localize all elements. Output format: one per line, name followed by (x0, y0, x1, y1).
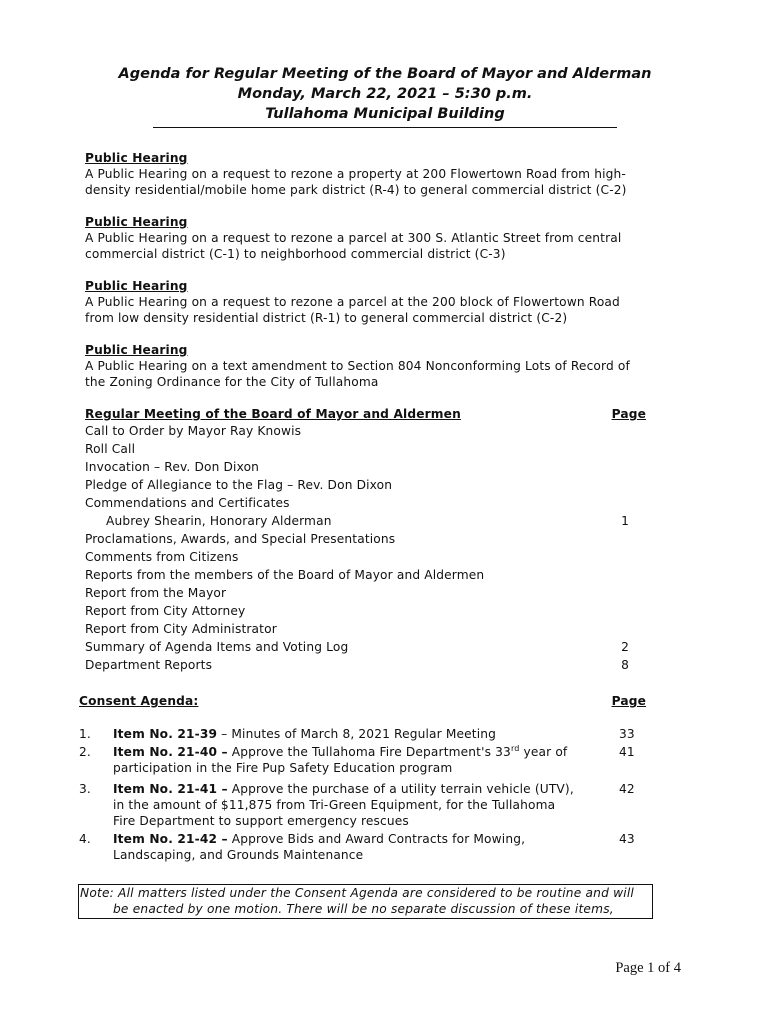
item-label: Report from City Administrator (85, 622, 277, 636)
public-hearing-4 (85, 342, 665, 390)
item-description: participation in the Fire Pup Safety Education program (113, 761, 453, 775)
list-item (85, 512, 645, 530)
list-item (85, 638, 645, 656)
consent-agenda-heading: Consent Agenda: (79, 694, 199, 708)
list-item (85, 458, 645, 476)
list-item (85, 566, 645, 584)
item-description: Landscaping, and Grounds Maintenance (113, 848, 364, 862)
section-heading: Public Hearing (85, 343, 188, 357)
item-label: Roll Call (85, 442, 136, 456)
regular-meeting-heading-row (85, 406, 665, 422)
title-line-3: Tullahoma Municipal Building (265, 106, 505, 122)
item-number: 3. (79, 782, 91, 796)
hearing-text: A Public Hearing on a request to rezone a parcel at 300 S. Atlantic Street from central (85, 231, 622, 245)
hearing-text: A Public Hearing on a request to rezone a property at 200 Flowertown Road from high- (85, 167, 626, 181)
item-page: 33 (619, 727, 635, 741)
item-label: Commendations and Certificates (85, 496, 290, 510)
item-text (113, 726, 591, 742)
list-item (85, 530, 645, 548)
title-line-1: Agenda for Regular Meeting of the Board of Mayor and Alderman (118, 66, 652, 82)
title-rule (153, 127, 617, 128)
list-item (85, 422, 645, 440)
section-heading: Regular Meeting of the Board of Mayor and Aldermen (85, 407, 461, 421)
item-id: Item No. 21-39 (113, 727, 218, 741)
title-line-2: Monday, March 22, 2021 – 5:30 p.m. (237, 86, 533, 102)
item-description: year of (523, 745, 568, 759)
note-line-2: be enacted by one motion. There will be no separate discussion of these items, (113, 902, 614, 916)
public-hearing-1 (85, 150, 665, 198)
list-item (85, 620, 645, 638)
item-description: Fire Department to support emergency rescues (113, 814, 409, 828)
item-description: Approve the purchase of a utility terrain vehicle (UTV), (231, 782, 574, 796)
item-description: Approve the Tullahoma Fire Department's 33 (231, 745, 511, 759)
item-number: 4. (79, 832, 91, 846)
list-item (85, 584, 645, 602)
item-text (113, 744, 591, 776)
list-item (85, 656, 645, 674)
item-page: 1 (621, 514, 629, 528)
ordinal-suffix: rd (510, 743, 520, 753)
item-label: Department Reports (85, 658, 213, 672)
hearing-text: from low density residential district (R-1) to general commercial district (C-2) (85, 311, 568, 325)
list-item (85, 440, 645, 458)
item-id: Item No. 21-42 – (113, 832, 228, 846)
hearing-text: the Zoning Ordinance for the City of Tullahoma (85, 375, 379, 389)
list-item (85, 602, 645, 620)
item-description: – Minutes of March 8, 2021 Regular Meeting (221, 727, 497, 741)
item-page: 2 (621, 640, 629, 654)
regular-meeting-list (85, 422, 645, 674)
page-number-footer: Page 1 of 4 (615, 960, 681, 976)
item-text (113, 781, 591, 829)
hearing-text: A Public Hearing on a request to rezone a parcel at the 200 block of Flowertown Road (85, 295, 620, 309)
page-column-header: Page (611, 407, 646, 421)
item-text (113, 831, 591, 863)
item-page: 43 (619, 832, 635, 846)
note-line-1: Note: All matters listed under the Consent Agenda are considered to be routine and will (80, 886, 635, 900)
item-id: Item No. 21-41 – (113, 782, 228, 796)
section-heading: Public Hearing (85, 279, 188, 293)
hearing-text: density residential/mobile home park district (R-4) to general commercial district (C-2) (85, 183, 627, 197)
consent-note-box (78, 884, 653, 919)
agenda-title (0, 64, 770, 124)
hearing-text: A Public Hearing on a text amendment to Section 804 Nonconforming Lots of Record of (85, 359, 630, 373)
item-label: Proclamations, Awards, and Special Presentations (85, 532, 396, 546)
item-label: Pledge of Allegiance to the Flag – Rev. Don Dixon (85, 478, 393, 492)
page-column-header: Page (611, 694, 646, 708)
section-heading: Public Hearing (85, 151, 188, 165)
item-page: 8 (621, 658, 629, 672)
hearing-text: commercial district (C-1) to neighborhood commercial district (C-3) (85, 247, 506, 261)
item-page: 42 (619, 782, 635, 796)
item-number: 1. (79, 727, 91, 741)
list-item (85, 494, 645, 512)
public-hearing-2 (85, 214, 665, 262)
item-label: Report from the Mayor (85, 586, 227, 600)
item-label: Reports from the members of the Board of Mayor and Aldermen (85, 568, 485, 582)
list-item (85, 548, 645, 566)
item-description: in the amount of $11,875 from Tri-Green Equipment, for the Tullahoma (113, 798, 556, 812)
item-label: Report from City Attorney (85, 604, 246, 618)
item-label: Comments from Citizens (85, 550, 239, 564)
item-id: Item No. 21-40 – (113, 745, 228, 759)
item-page: 41 (619, 745, 635, 759)
item-number: 2. (79, 745, 91, 759)
list-item (85, 476, 645, 494)
item-label: Summary of Agenda Items and Voting Log (85, 640, 349, 654)
item-description: Approve Bids and Award Contracts for Mowing, (231, 832, 526, 846)
section-heading: Public Hearing (85, 215, 188, 229)
item-label: Call to Order by Mayor Ray Knowis (85, 424, 302, 438)
item-label: Invocation – Rev. Don Dixon (85, 460, 260, 474)
public-hearing-3 (85, 278, 665, 326)
item-label: Aubrey Shearin, Honorary Alderman (106, 514, 332, 528)
